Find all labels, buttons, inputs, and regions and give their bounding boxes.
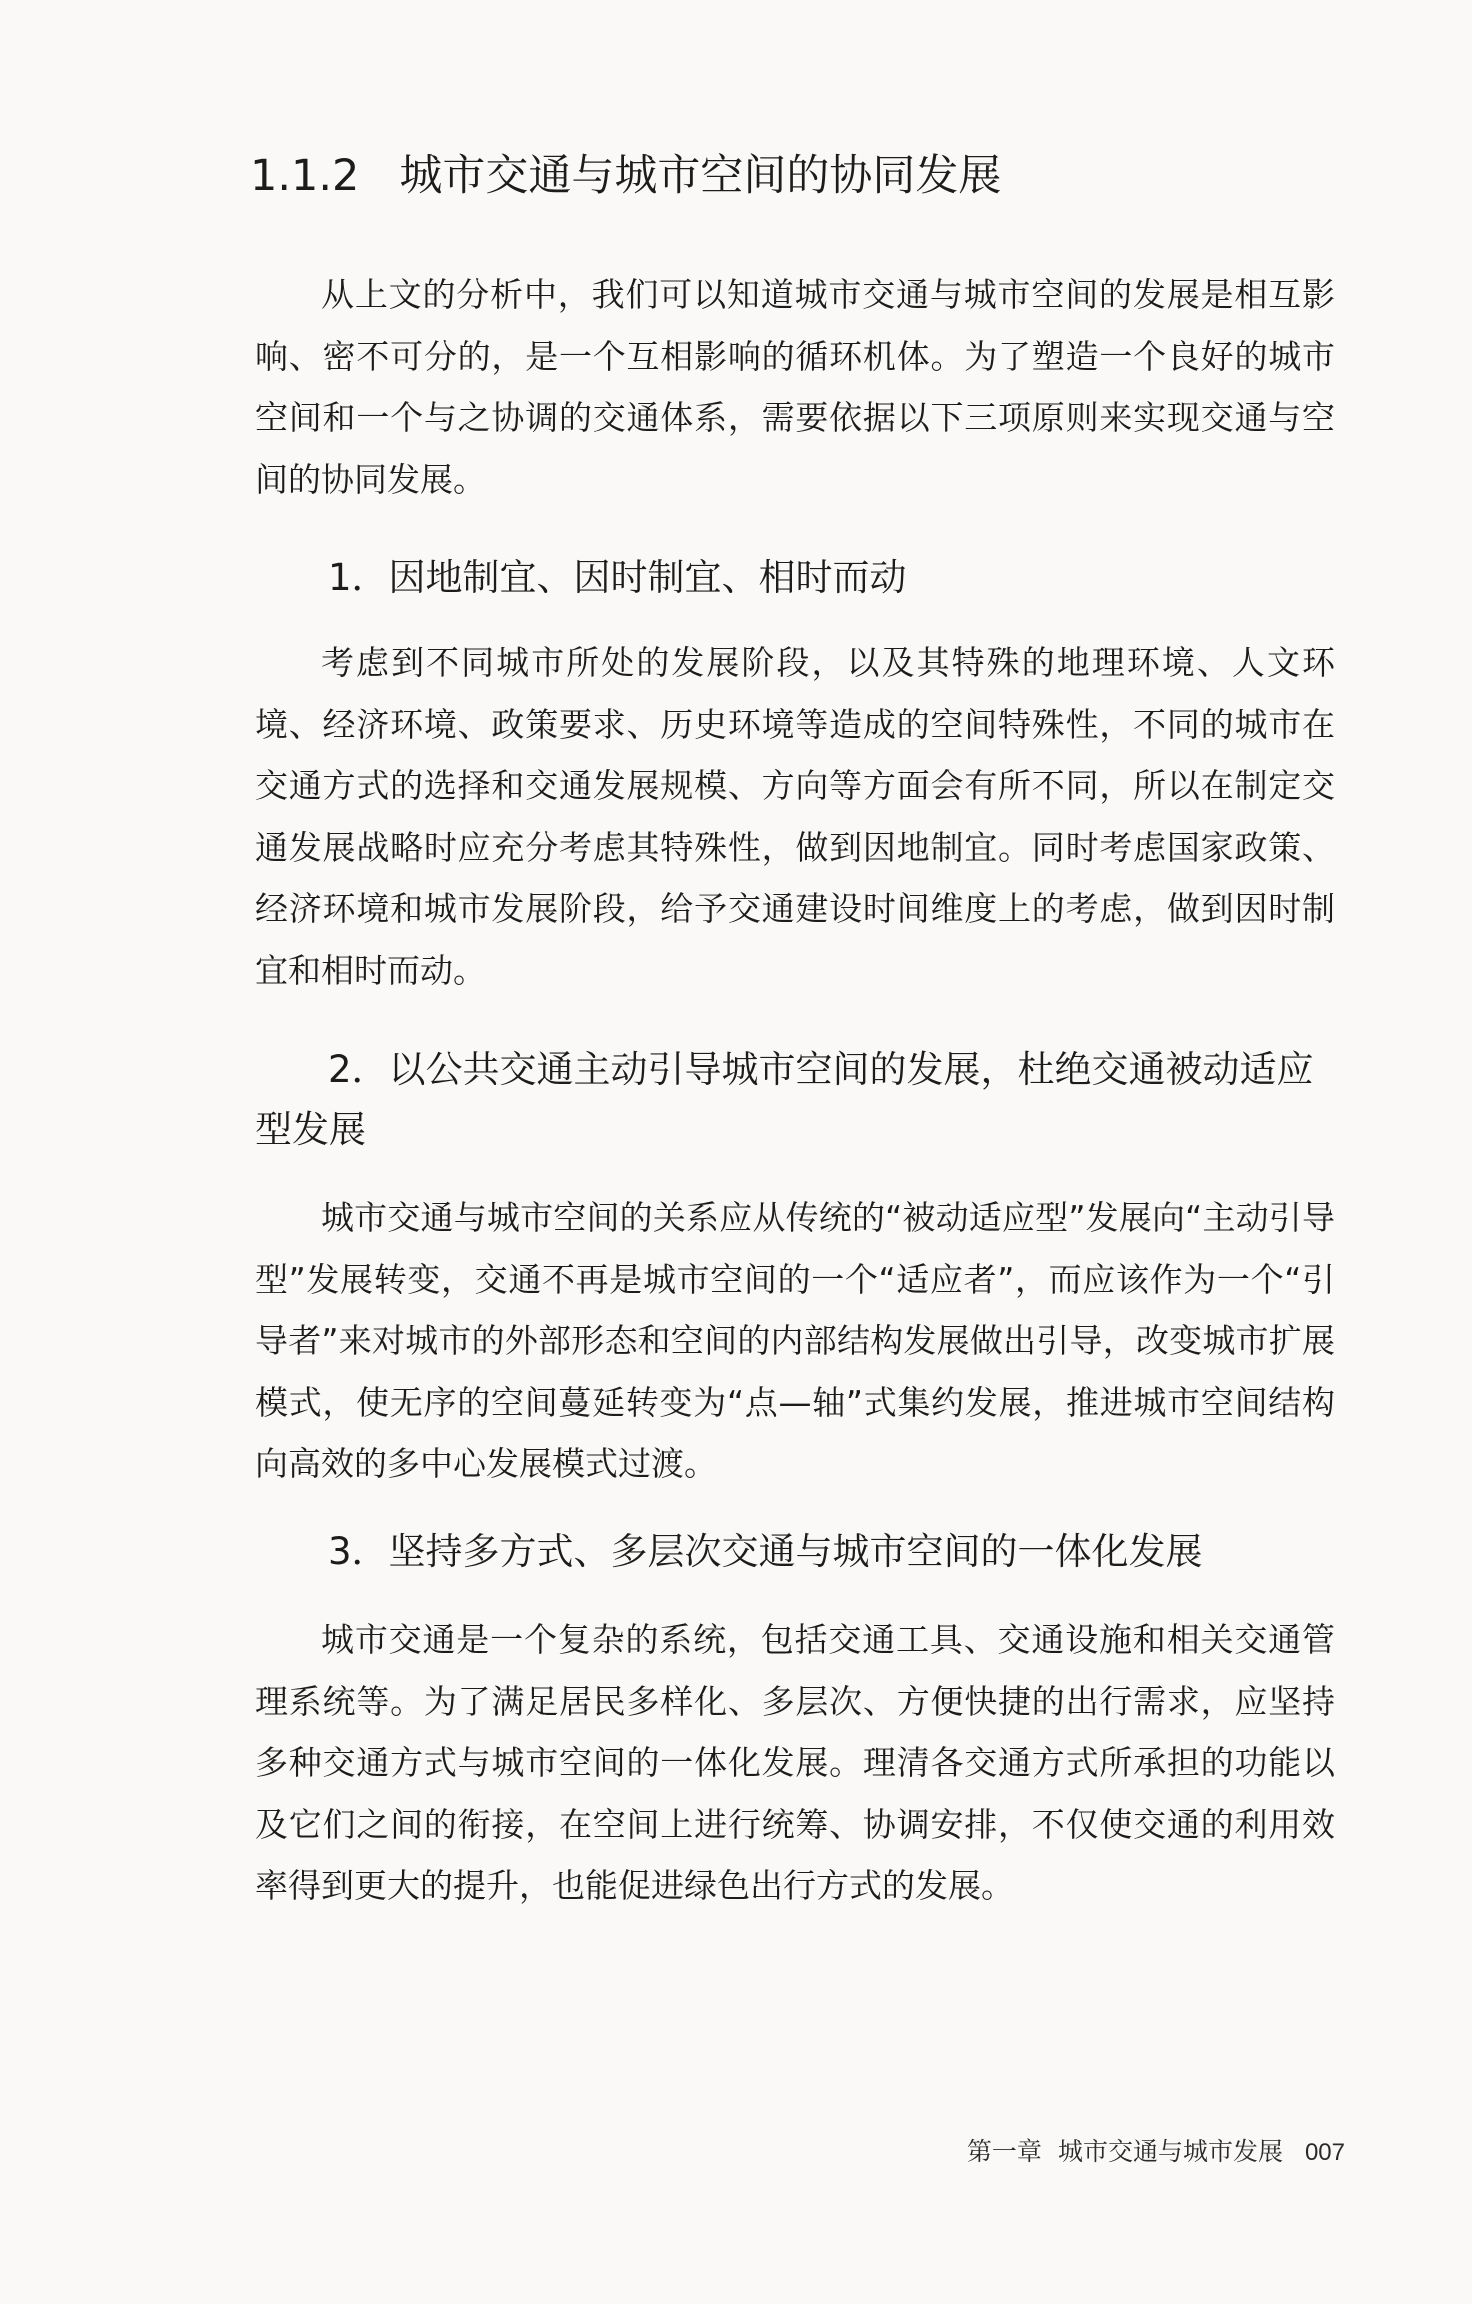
principle-2-body: 城市交通与城市空间的关系应从传统的“被动适应型”发展向“主动引导型”发展转变，交通不再是城市空间的一个“适应者”，而应该作为一个“引导者”来对城市的外部形态和空间的内部结构发展做出引导，改变城市扩展模式，使无序的空间蔓延转变为“点—轴”式集约发展，推进城市空间结构向高效的多中心发展模式过渡。 (255, 1198, 1335, 1483)
page-number: 007 (1304, 2139, 1345, 2166)
section-title: 城市交通与城市空间的协同发展 (399, 151, 1002, 201)
principle-2-heading: 2．以公共交通主动引导城市空间的发展，杜绝交通被动适应型发展 (255, 1048, 1314, 1151)
footer-chapter: 第一章 (966, 2137, 1042, 2166)
principle-3-body: 城市交通是一个复杂的系统，包括交通工具、交通设施和相关交通管理系统等。为了满足居民多样化、多层次、方便快捷的出行需求，应坚持多种交通方式与城市空间的一体化发展。理清各交通方式所承担的功能以及它们之间的衔接，在空间上进行统筹、协调安排，不仅使交通的利用效率得到更大的提升，也能促进绿色出行方式的发展。 (255, 1620, 1335, 1905)
principle-1-body: 考虑到不同城市所处的发展阶段，以及其特殊的地理环境、人文环境、经济环境、政策要求、历史环境等造成的空间特殊性，不同的城市在交通方式的选择和交通发展规模、方向等方面会有所不同，所以在制定交通发展战略时应充分考虑其特殊性，做到因地制宜。同时考虑国家政策、经济环境和城市发展阶段，给予交通建设时间维度上的考虑，做到因时制宜和相时而动。 (255, 643, 1335, 990)
intro-paragraph: 从上文的分析中，我们可以知道城市交通与城市空间的发展是相互影响、密不可分的，是一个互相影响的循环机体。为了塑造一个良好的城市空间和一个与之协调的交通体系，需要依据以下三项原则来实现交通与空间的协同发展。 (255, 275, 1335, 499)
page-footer (967, 2132, 1345, 2168)
section-number: 1.1.2 (250, 151, 360, 201)
footer-chapter-title: 城市交通与城市发展 (1057, 2137, 1283, 2166)
principle-1-heading: 1．因地制宜、因时制宜、相时而动 (328, 556, 907, 599)
principle-3-heading: 3．坚持多方式、多层次交通与城市空间的一体化发展 (328, 1530, 1203, 1573)
section-heading (250, 142, 1001, 203)
